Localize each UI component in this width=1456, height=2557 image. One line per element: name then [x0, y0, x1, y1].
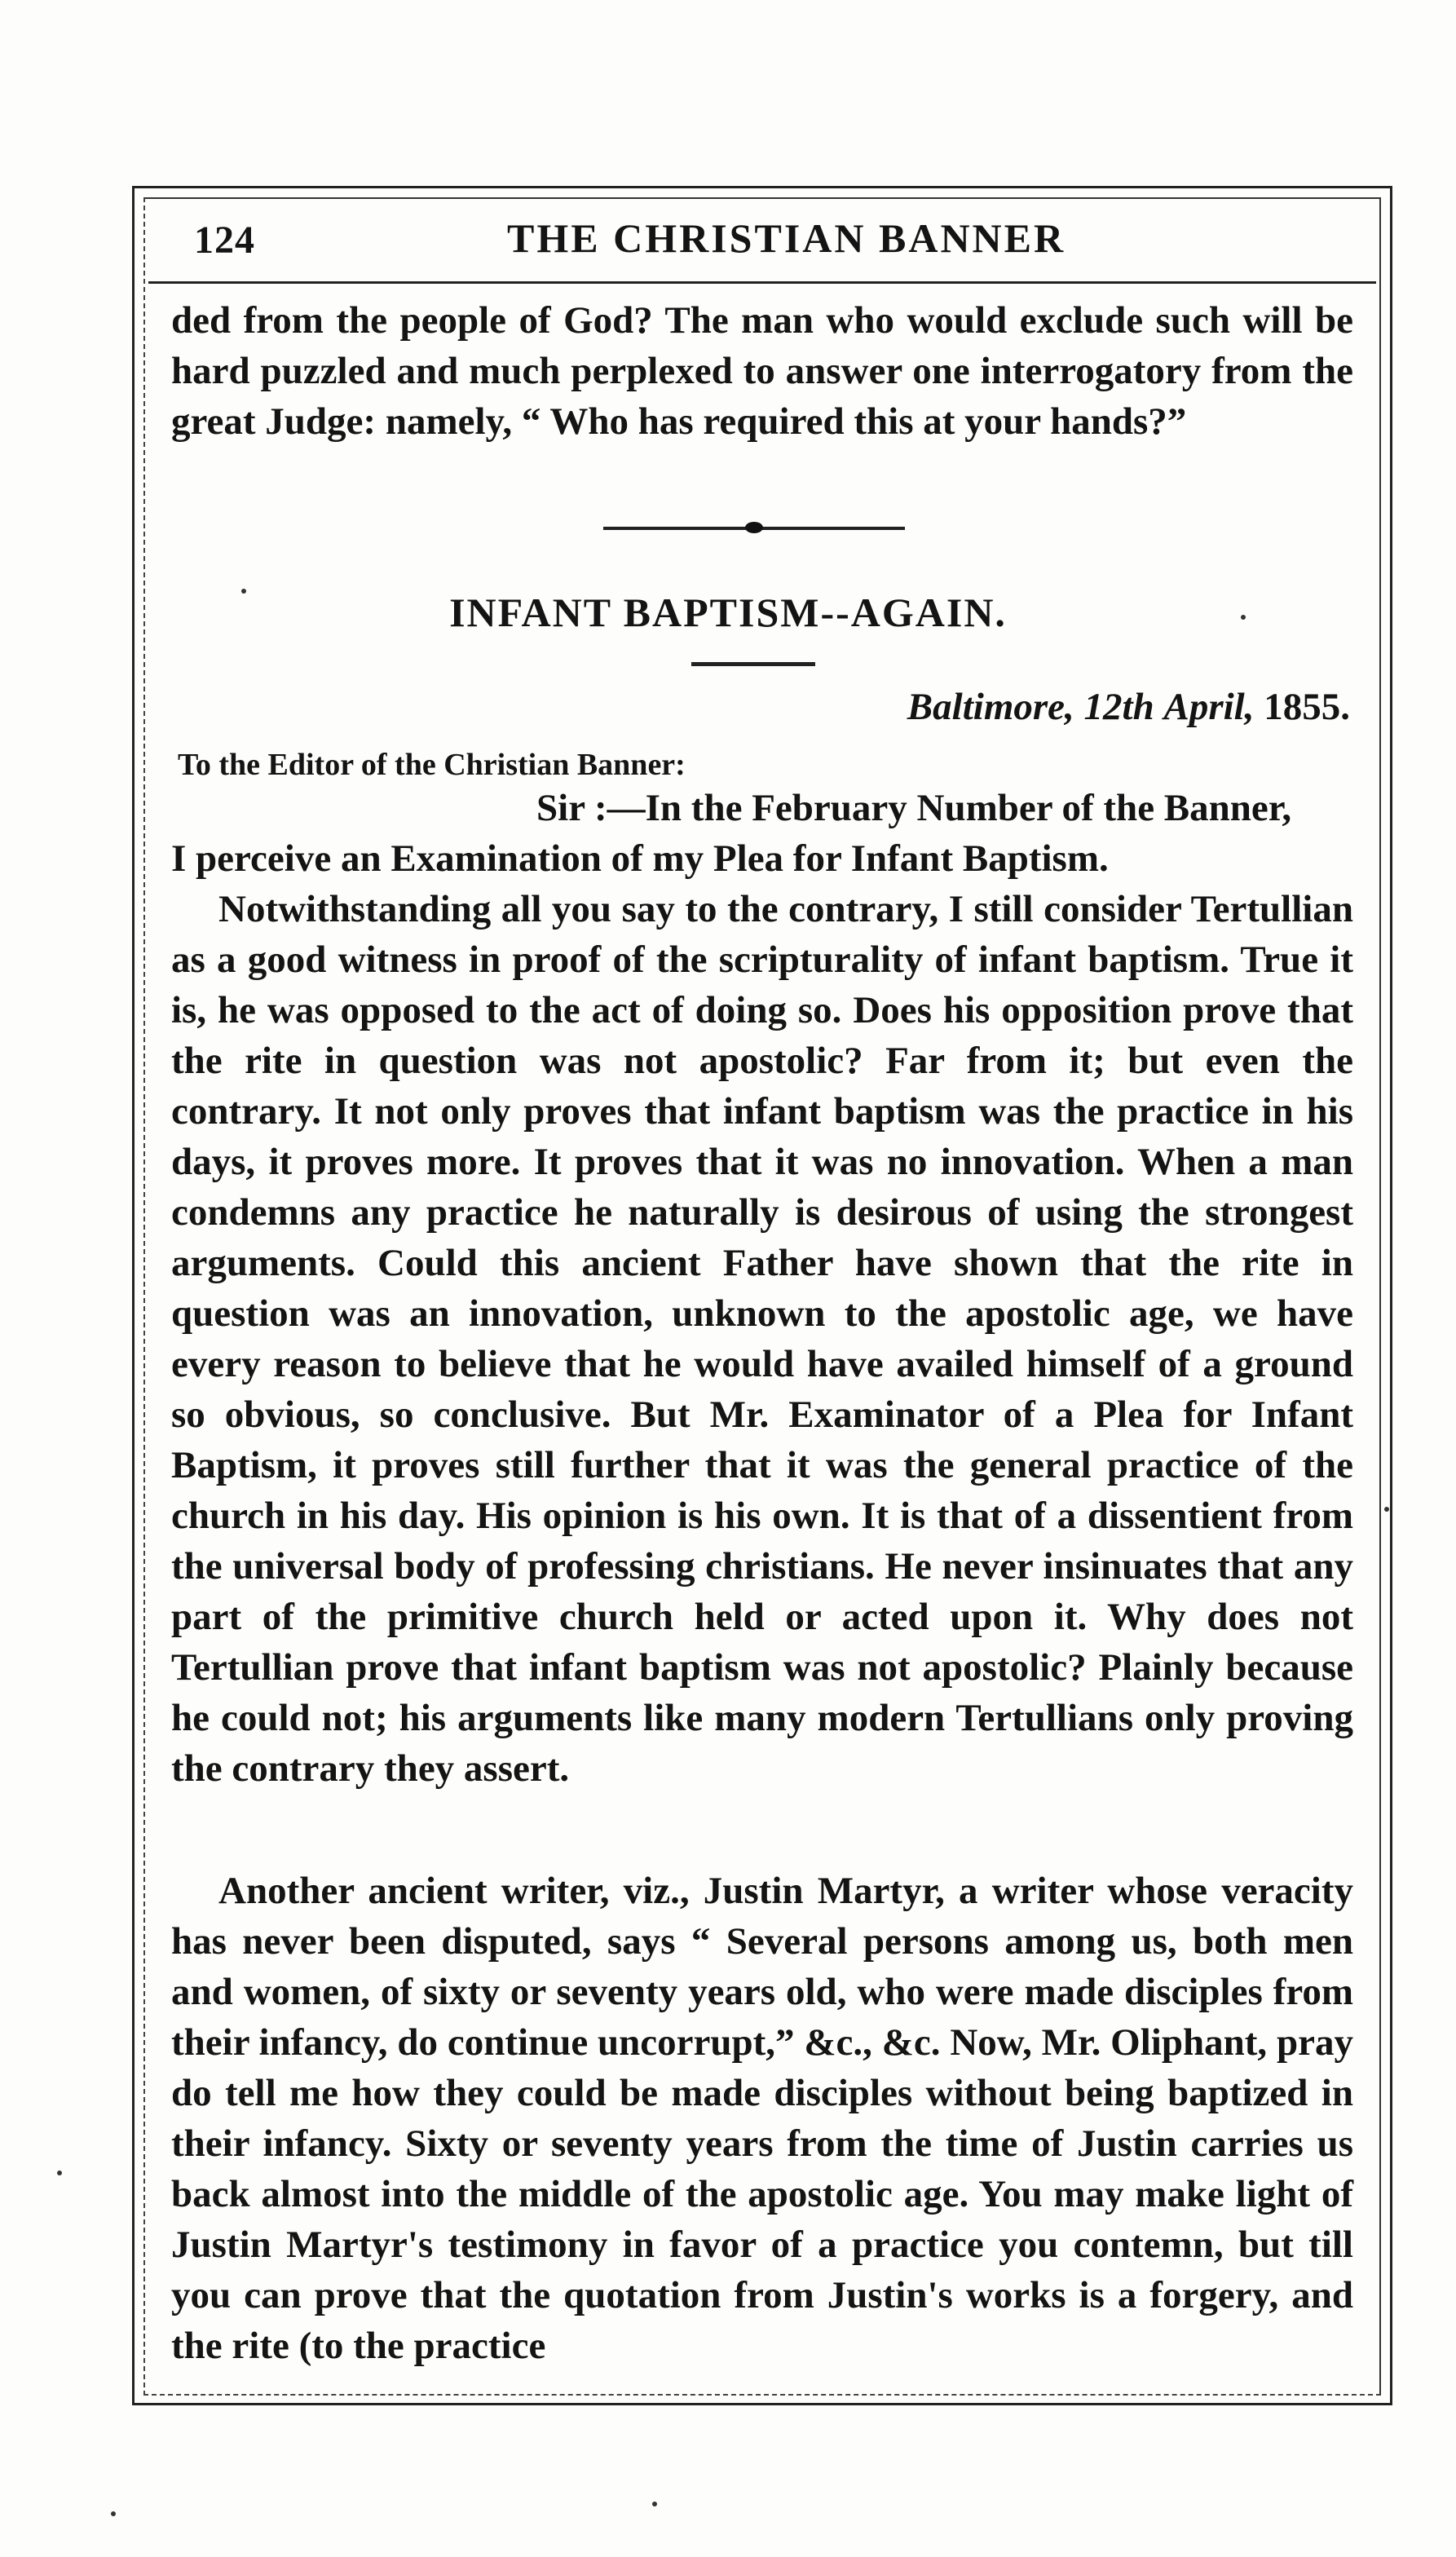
dateline	[907, 685, 1350, 729]
opening-line: Sir :—In the February Number of the Banner,	[536, 787, 1292, 829]
dateline-year: 1855.	[1264, 686, 1350, 728]
speck	[1241, 615, 1246, 620]
opening-lines	[171, 783, 1353, 884]
opening-line-2: I perceive an Examination of my Plea for Infant Baptism.	[171, 837, 1109, 880]
continued-paragraph: ded from the people of God? The man who would exclude such will be hard puzzled and much perplexed to answer one interrogatory from the great Judge: namely, “ Who has required this at your hands?”	[171, 299, 1353, 443]
speck	[1384, 1507, 1389, 1512]
speck	[652, 2502, 657, 2506]
body-paragraph-2: Another ancient writer, viz., Justin Martyr, a writer whose veracity has never been disputed, says “ Several persons among us, both men and women, of sixty or seventy years old, who were made disciples from their infancy, do continue uncorrupt,” &c., &c. Now, Mr. Oliphant, pray do tell me how they could be made disciples without being baptized in their infancy. Sixty or seventy years from the time of Justin carries us back almost into the middle of the apostolic age. You may make light of Justin Martyr's testimony in favor of a practice you contemn, but till you can prove that the quotation from Justin's works is a forgery, and the rite (to the practice	[171, 1870, 1353, 2367]
speck	[111, 2511, 116, 2516]
dateline-day: 12th	[1083, 686, 1154, 728]
running-head: THE CHRISTIAN BANNER	[507, 215, 1066, 261]
speck	[57, 2171, 62, 2175]
speck	[241, 589, 246, 594]
article-title: INFANT BAPTISM--AGAIN.	[449, 590, 1007, 635]
ornamental-rule-dot	[745, 522, 763, 533]
title-underline	[691, 662, 815, 666]
page-header	[148, 200, 1376, 284]
body-paragraph-1: Notwithstanding all you say to the contrary, I still consider Tertullian as a good witness in proof of the scripturality of infant baptism. True it is, he was opposed to the act of doing so. Does his opposition prove that the rite in question was not apostolic? Far from it; but even the contrary. It not only proves that infant baptism was the practice in his days, it proves more. It proves that it was no innovation. When a man condemns any practice he naturally is desirous of using the strongest arguments. Could this ancient Father have shown that the rite in question was an innovation, unknown to the apostolic age, we have every reason to believe that he would have availed himself of a ground so obvious, so conclusive. But Mr. Examinator of a Plea for Infant Baptism, it proves still further that it was the general practice of the church in his day. His opinion is his own. It is that of a dissentient from the universal body of professing christians. He never insinuates that any part of the primitive church held or acted upon it. Why does not Tertullian prove that infant baptism was not apostolic? Plainly because he could not; his arguments like many modern Tertullians only proving the contrary they assert.	[171, 888, 1353, 1790]
page-number: 124	[194, 219, 255, 262]
dateline-place: Baltimore,	[907, 686, 1074, 728]
dateline-month: April,	[1163, 686, 1255, 728]
salutation: To the Editor of the Christian Banner:	[178, 748, 686, 782]
